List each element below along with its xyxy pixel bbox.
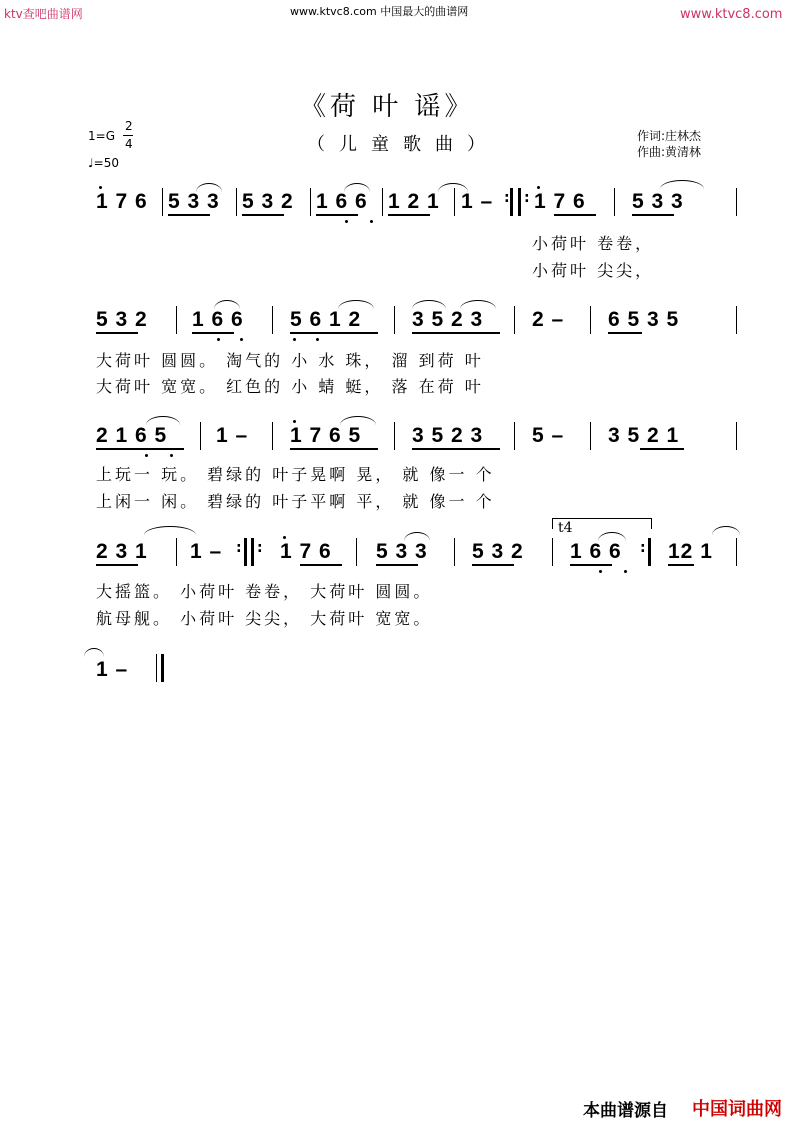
beam-underline <box>668 564 694 566</box>
low-octave-dot <box>370 220 373 223</box>
note-group: 2 3 1 <box>96 540 148 563</box>
high-octave-dot <box>293 420 296 423</box>
beam-underline <box>290 448 378 450</box>
note-group: 1 6 6 <box>570 540 622 563</box>
beam-underline <box>96 332 138 334</box>
beam-underline <box>290 332 378 334</box>
bar-line <box>200 422 201 450</box>
bar-line <box>176 538 177 566</box>
bar-line <box>590 422 591 450</box>
site-banner[interactable]: www.ktvc8.com 中国最大的曲谱网 <box>290 5 469 18</box>
note-group: 5 3 3 <box>632 190 684 213</box>
beam-underline <box>388 214 430 216</box>
note-group: 1 6 6 <box>192 308 244 331</box>
bar-line <box>552 538 553 566</box>
slur <box>338 300 374 309</box>
beam-underline <box>472 564 514 566</box>
low-octave-dot <box>624 570 627 573</box>
repeat-barline <box>510 188 513 216</box>
slur <box>412 300 446 309</box>
repeat-dots: : <box>236 540 242 556</box>
bar-line <box>736 306 737 334</box>
tie <box>712 526 740 535</box>
bar-line <box>236 188 237 216</box>
bar-line <box>590 306 591 334</box>
low-octave-dot <box>599 570 602 573</box>
beam-underline <box>168 214 210 216</box>
note-group: 3 5 2 3 <box>412 308 484 331</box>
bar-line <box>514 306 515 334</box>
note-group: 3 5 2 3 <box>412 424 484 447</box>
beam-underline <box>376 564 418 566</box>
time-signature-line <box>123 135 133 136</box>
bar-line <box>272 306 273 334</box>
slur <box>598 532 626 541</box>
high-octave-dot <box>283 536 286 539</box>
time-signature-top: 2 <box>125 119 133 133</box>
footer-source-label: 本曲谱源自 <box>583 1101 668 1121</box>
lyric-verse-2: 航母舰。 小荷叶 尖尖， 大荷叶 宽宽。 <box>96 609 433 628</box>
final-barline-thick <box>161 654 164 682</box>
slur <box>340 416 376 425</box>
repeat-barline <box>244 538 247 566</box>
note-group: 1 6 6 <box>316 190 368 213</box>
note-group: 5 3 3 <box>376 540 428 563</box>
time-signature-bottom: 4 <box>125 137 133 151</box>
note-group: 1 – <box>190 540 223 563</box>
low-octave-dot <box>145 454 148 457</box>
bar-line <box>272 422 273 450</box>
tempo-marking: ♩=50 <box>88 156 119 170</box>
note-group: 5 6 1 2 <box>290 308 362 331</box>
note-group: 2 – <box>532 308 565 331</box>
repeat-barline <box>251 538 254 566</box>
bar-line <box>176 306 177 334</box>
beam-underline <box>242 214 284 216</box>
note-group: 1 7 6 5 <box>290 424 362 447</box>
tie <box>84 648 104 657</box>
lyric-verse-2: 大荷叶 宽宽。 红色的 小 蜻 蜓， 落 在荷 叶 <box>96 377 484 396</box>
beam-underline <box>412 448 500 450</box>
slur <box>214 300 240 309</box>
volta-label: t4 <box>558 520 573 536</box>
low-octave-dot <box>316 338 319 341</box>
slur <box>344 183 370 192</box>
lyric-verse-1: 大荷叶 圆圆。 淘气的 小 水 珠， 溜 到荷 叶 <box>96 351 484 370</box>
lyric-verse-1: 上玩一 玩。 碧绿的 叶子晃啊 晃， 就 像一 个 <box>96 465 495 484</box>
lyric-verse-1: 小荷叶 卷卷， <box>532 234 655 253</box>
repeat-dots: : <box>504 190 510 206</box>
bar-line <box>310 188 311 216</box>
bar-line <box>736 422 737 450</box>
slur <box>460 300 496 309</box>
note-group: 1 2 1 <box>388 190 440 213</box>
bar-line <box>614 188 615 216</box>
bar-line <box>736 188 737 216</box>
high-octave-dot <box>537 186 540 189</box>
beam-underline <box>300 564 342 566</box>
beam-underline <box>554 214 596 216</box>
repeat-dots: : <box>257 540 263 556</box>
low-octave-dot <box>293 338 296 341</box>
lyricist-credit: 作词:庄林杰 <box>637 129 702 143</box>
low-octave-dot <box>170 454 173 457</box>
repeat-barline <box>648 538 651 566</box>
beam-underline <box>316 214 358 216</box>
note-group: 1 – <box>216 424 249 447</box>
note-group: 1 7 6 <box>280 540 332 563</box>
note-group: 3 5 2 1 <box>608 424 680 447</box>
bar-line <box>454 538 455 566</box>
composer-credit: 作曲:黄清林 <box>637 145 702 159</box>
lyric-verse-2: 上闲一 闲。 碧绿的 叶子平啊 平， 就 像一 个 <box>96 492 495 511</box>
note-group: 5 3 2 <box>472 540 524 563</box>
repeat-dots: : <box>640 540 646 556</box>
site-logo-left[interactable]: ktv查吧曲谱网 <box>4 7 83 21</box>
high-octave-dot <box>99 186 102 189</box>
notation-line <box>96 190 148 214</box>
note-group: 2 1 6 5 <box>96 424 168 447</box>
slur <box>660 180 704 189</box>
note-group: 5 3 3 <box>168 190 220 213</box>
bar-line <box>162 188 163 216</box>
footer-site-link[interactable]: 中国词曲网 <box>692 1099 782 1120</box>
bar-line <box>514 422 515 450</box>
bar-line <box>394 306 395 334</box>
note-group: 1 – <box>96 658 129 681</box>
final-barline <box>156 654 157 682</box>
bar-line <box>454 188 455 216</box>
key-signature: 1=G <box>88 129 115 143</box>
bar-line <box>356 538 357 566</box>
low-octave-dot <box>217 338 220 341</box>
bar-line <box>394 422 395 450</box>
tie <box>144 526 196 535</box>
repeat-barline <box>518 188 521 216</box>
beam-underline <box>96 448 184 450</box>
song-title: 《荷 叶 谣》 <box>300 92 475 122</box>
note-group: 5 3 2 <box>242 190 294 213</box>
beam-underline <box>192 332 234 334</box>
note-group: 6 5 3 5 <box>608 308 680 331</box>
low-octave-dot <box>240 338 243 341</box>
note-group: 5 3 2 <box>96 308 148 331</box>
slur <box>196 183 222 192</box>
note-group: 12 1 <box>668 540 713 563</box>
beam-underline <box>632 214 674 216</box>
beam-underline <box>412 332 500 334</box>
bar-line <box>382 188 383 216</box>
beam-underline <box>640 448 684 450</box>
beam-underline <box>608 332 642 334</box>
bar-line <box>736 538 737 566</box>
beam-underline <box>570 564 612 566</box>
low-octave-dot <box>345 220 348 223</box>
beam-underline <box>96 564 138 566</box>
note-group: 1 7 6 <box>534 190 586 213</box>
site-url-right[interactable]: www.ktvc8.com <box>680 7 783 22</box>
lyric-verse-2: 小荷叶 尖尖， <box>532 261 655 280</box>
slur <box>404 532 430 541</box>
lyric-verse-1: 大摇篮。 小荷叶 卷卷， 大荷叶 圆圆。 <box>96 582 433 601</box>
note-group: 1 – <box>461 190 494 213</box>
song-subtitle: （儿童歌曲） <box>307 134 499 155</box>
slur <box>146 416 180 425</box>
repeat-dots: : <box>524 190 530 206</box>
note-group: 1 7 6 <box>96 190 148 213</box>
note-group: 5 – <box>532 424 565 447</box>
